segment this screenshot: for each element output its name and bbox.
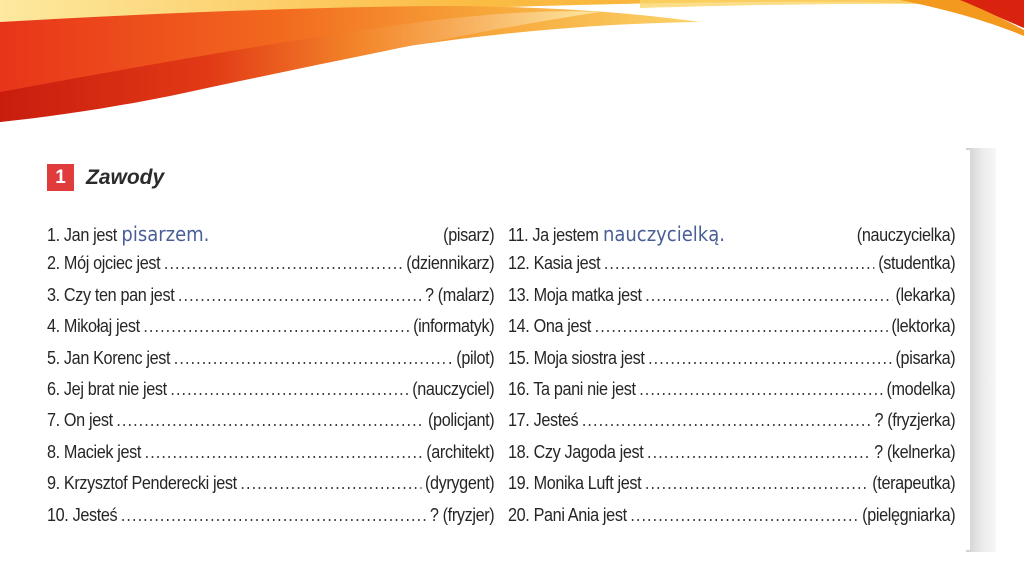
answer-blank[interactable] <box>240 473 421 494</box>
exercise-item <box>508 285 955 316</box>
exercise-item <box>508 473 955 504</box>
answer-blank[interactable] <box>170 379 408 400</box>
exercise-item <box>47 285 494 316</box>
answer-blank[interactable] <box>178 285 421 306</box>
answer-blank[interactable] <box>145 442 423 463</box>
answer-blank[interactable] <box>639 379 883 400</box>
answer-blank[interactable] <box>121 505 426 526</box>
exercise-item <box>508 316 955 347</box>
item-text: 1. Jan jest <box>47 225 117 245</box>
item-text: 19. Monika Luft jest <box>508 473 642 494</box>
item-hint: (architekt) <box>426 441 495 462</box>
exercise-item <box>47 505 494 536</box>
exercise-item <box>47 253 494 284</box>
answer-blank[interactable] <box>595 316 888 337</box>
item-text: 8. Maciek jest <box>47 441 142 462</box>
exercise-item <box>508 505 955 536</box>
answer-blank[interactable] <box>630 505 858 526</box>
item-text: 11. Ja jestem <box>508 225 599 245</box>
item-hint: (pielęgniarka) <box>862 504 956 525</box>
item-text: 2. Mój ojciec jest <box>47 253 161 274</box>
exercise-item <box>508 222 955 253</box>
answer-blank[interactable] <box>604 253 875 274</box>
exercise-item <box>508 379 955 410</box>
item-text: 12. Kasia jest <box>508 253 601 274</box>
item-text: 18. Czy Jagoda jest <box>508 441 644 462</box>
item-hint: (dziennikarz) <box>406 253 495 274</box>
item-hint: (lektorka) <box>891 316 956 337</box>
item-hint: (terapeutka) <box>872 473 956 494</box>
item-hint: (pisarz) <box>443 225 495 245</box>
item-answer: pisarzem. <box>121 222 210 246</box>
item-text: 16. Ta pani nie jest <box>508 378 636 399</box>
item-text: 6. Jej brat nie jest <box>47 378 167 399</box>
item-text: 14. Ona jest <box>508 316 592 337</box>
exercise-column-left <box>47 222 495 536</box>
item-text: 17. Jesteś <box>508 410 579 431</box>
exercise-item <box>47 410 494 441</box>
exercise-item <box>47 348 494 379</box>
item-hint: ? (kelnerka) <box>874 441 956 462</box>
item-hint: . (pilot) <box>448 347 495 368</box>
page-shadow <box>966 148 996 552</box>
item-hint: (studentka) <box>878 253 956 274</box>
item-answer: nauczycielką. <box>602 222 725 246</box>
item-text: 5. Jan Korenc jest <box>47 347 171 368</box>
item-hint: (modelka) <box>886 378 956 399</box>
exercise-heading <box>47 164 164 191</box>
answer-blank[interactable] <box>174 348 445 369</box>
exercise-column-right <box>508 222 956 536</box>
item-text: 15. Moja siostra jest <box>508 347 645 368</box>
item-text: 3. Czy ten pan jest <box>47 284 175 305</box>
item-hint: ? (malarz) <box>424 284 495 305</box>
exercise-sheet <box>28 150 970 550</box>
item-hint: (dyrygent) <box>424 473 495 494</box>
answer-blank[interactable] <box>648 348 892 369</box>
exercise-title: Zawody <box>86 165 165 189</box>
item-hint: (pisarka) <box>895 347 956 368</box>
decorative-banner <box>0 0 1024 125</box>
exercise-number-badge: 1 <box>47 164 74 191</box>
item-text: 4. Mikołaj jest <box>47 316 140 337</box>
item-hint: (lekarka) <box>895 284 956 305</box>
exercise-item <box>508 442 955 473</box>
item-text: 9. Krzysztof Penderecki jest <box>47 473 237 494</box>
answer-blank[interactable] <box>645 285 892 306</box>
item-hint: ? (fryzjer) <box>429 504 495 525</box>
exercise-item <box>47 473 494 504</box>
answer-blank[interactable] <box>582 410 871 431</box>
item-text: 10. Jesteś <box>47 504 118 525</box>
item-text: 7. On jest <box>47 410 113 431</box>
answer-blank[interactable] <box>116 410 424 431</box>
item-hint: (informatyk) <box>413 316 495 337</box>
answer-blank[interactable] <box>143 316 409 337</box>
item-hint: (nauczycielka) <box>856 225 956 245</box>
exercise-item <box>508 253 955 284</box>
exercise-item <box>47 222 494 253</box>
exercise-item <box>508 348 955 379</box>
exercise-item <box>47 379 494 410</box>
answer-blank[interactable] <box>164 253 403 274</box>
item-text: 20. Pani Ania jest <box>508 504 627 525</box>
item-hint: (nauczyciel) <box>412 378 495 399</box>
exercise-item <box>508 410 955 441</box>
item-hint: ? (fryzjerka) <box>874 410 956 431</box>
item-hint: (policjant) <box>428 410 495 431</box>
answer-blank[interactable] <box>647 442 870 463</box>
answer-blank[interactable] <box>645 473 869 494</box>
item-text: 13. Moja matka jest <box>508 284 642 305</box>
exercise-item <box>47 316 494 347</box>
exercise-item <box>47 442 494 473</box>
